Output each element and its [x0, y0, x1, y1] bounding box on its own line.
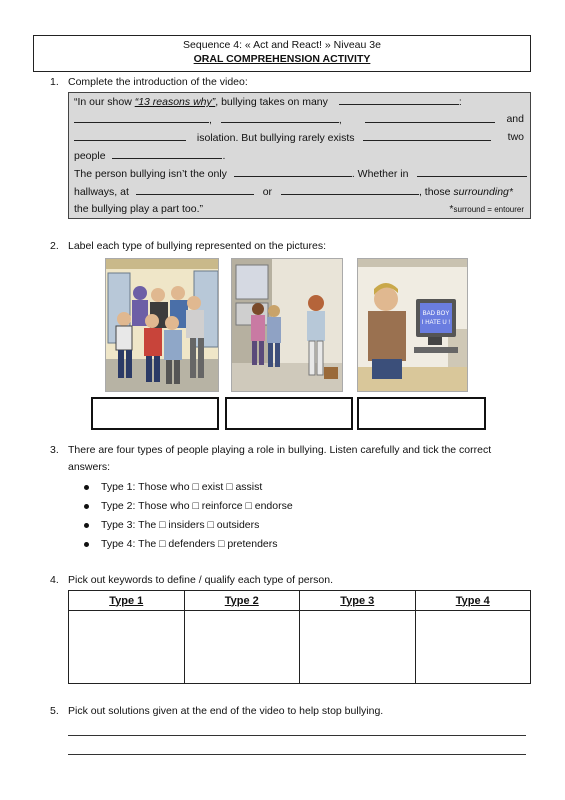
question-number: 2. — [50, 240, 59, 252]
blank-field[interactable] — [281, 185, 419, 195]
video-intro-box — [68, 92, 531, 219]
question-prompt: Pick out solutions given at the end of the video to help stop bullying. — [68, 705, 384, 717]
intro-line-4: people . — [74, 150, 226, 162]
intro-line-6: hallways, at or , those surrounding* — [74, 186, 513, 198]
column-header: Type 4 — [415, 591, 531, 611]
column-header: Type 3 — [300, 591, 416, 611]
question-prompt: Pick out keywords to define / qualify each type of person. — [68, 574, 333, 586]
column-header: Type 1 — [69, 591, 185, 611]
question-prompt: Complete the introduction of the video: — [68, 76, 248, 88]
computer-message-illustration — [358, 259, 468, 392]
keywords-table — [68, 590, 531, 684]
screen-message-2: I HATE U ! — [421, 320, 451, 326]
blank-field[interactable] — [136, 185, 254, 195]
answer-line[interactable] — [68, 754, 526, 755]
question-number: 5. — [50, 705, 59, 717]
question-prompt: There are four types of people playing a role in bullying. Listen carefully and tick the correct — [68, 444, 492, 456]
question-3 — [50, 444, 491, 456]
bullet-icon — [84, 523, 89, 528]
activity-title: ORAL COMPREHENSION ACTIVITY — [193, 53, 371, 65]
blank-field[interactable] — [339, 95, 459, 105]
answer-line[interactable] — [68, 735, 526, 736]
intro-line-7: the bullying play a part too.” *surround = entourer — [74, 203, 524, 215]
list-item[interactable]: Type 2: Those who □ reinforce □ endorse — [84, 500, 293, 512]
bullet-icon — [84, 504, 89, 509]
translation-note: *surround = entourer — [449, 203, 524, 215]
table-cell[interactable] — [415, 611, 531, 684]
question-1 — [50, 76, 248, 88]
screen-message-1: BAD BOY — [422, 311, 450, 317]
blank-field[interactable] — [74, 131, 186, 141]
bullet-icon — [84, 485, 89, 490]
question-prompt: Label each type of bullying represented on the pictures: — [68, 240, 327, 252]
intro-line-1: “In our show “13 reasons why”, bullying takes on many : — [74, 96, 462, 108]
question-3-continued: answers: — [68, 461, 111, 473]
intro-line-3: isolation. But bullying rarely exists two — [74, 131, 524, 144]
girls-whispering-illustration — [232, 259, 343, 392]
blank-field[interactable] — [221, 113, 339, 123]
list-item[interactable]: Type 1: Those who □ exist □ assist — [84, 481, 262, 493]
label-box-picture-2[interactable] — [225, 397, 353, 430]
question-number: 1. — [50, 76, 59, 88]
question-2 — [50, 240, 326, 252]
question-5 — [50, 705, 383, 717]
blank-field[interactable] — [234, 167, 352, 177]
blank-field[interactable] — [365, 113, 495, 123]
sequence-title: Sequence 4: « Act and React! » Niveau 3e — [183, 39, 381, 51]
question-number: 3. — [50, 444, 59, 456]
table-cell[interactable] — [184, 611, 300, 684]
list-item[interactable]: Type 4: The □ defenders □ pretenders — [84, 538, 278, 550]
intro-line-5: The person bullying isn’t the only . Whether in — [74, 167, 524, 180]
blank-field[interactable] — [363, 131, 491, 141]
hallway-gang-illustration — [106, 259, 219, 392]
bullet-icon — [84, 542, 89, 547]
worksheet-header — [33, 35, 531, 72]
label-box-picture-3[interactable] — [357, 397, 486, 430]
show-title: “13 reasons why” — [134, 96, 216, 108]
blank-field[interactable] — [417, 167, 527, 177]
verbal-bullying-picture — [231, 258, 343, 392]
question-4 — [50, 574, 333, 586]
physical-bullying-picture — [105, 258, 219, 392]
list-item[interactable]: Type 3: The □ insiders □ outsiders — [84, 519, 259, 531]
table-cell[interactable] — [69, 611, 185, 684]
column-header: Type 2 — [184, 591, 300, 611]
intro-line-2: , , and — [74, 113, 524, 126]
blank-field[interactable] — [112, 149, 222, 159]
label-box-picture-1[interactable] — [91, 397, 219, 430]
cyberbullying-picture — [357, 258, 468, 392]
table-cell[interactable] — [300, 611, 416, 684]
question-number: 4. — [50, 574, 59, 586]
blank-field[interactable] — [74, 113, 209, 123]
